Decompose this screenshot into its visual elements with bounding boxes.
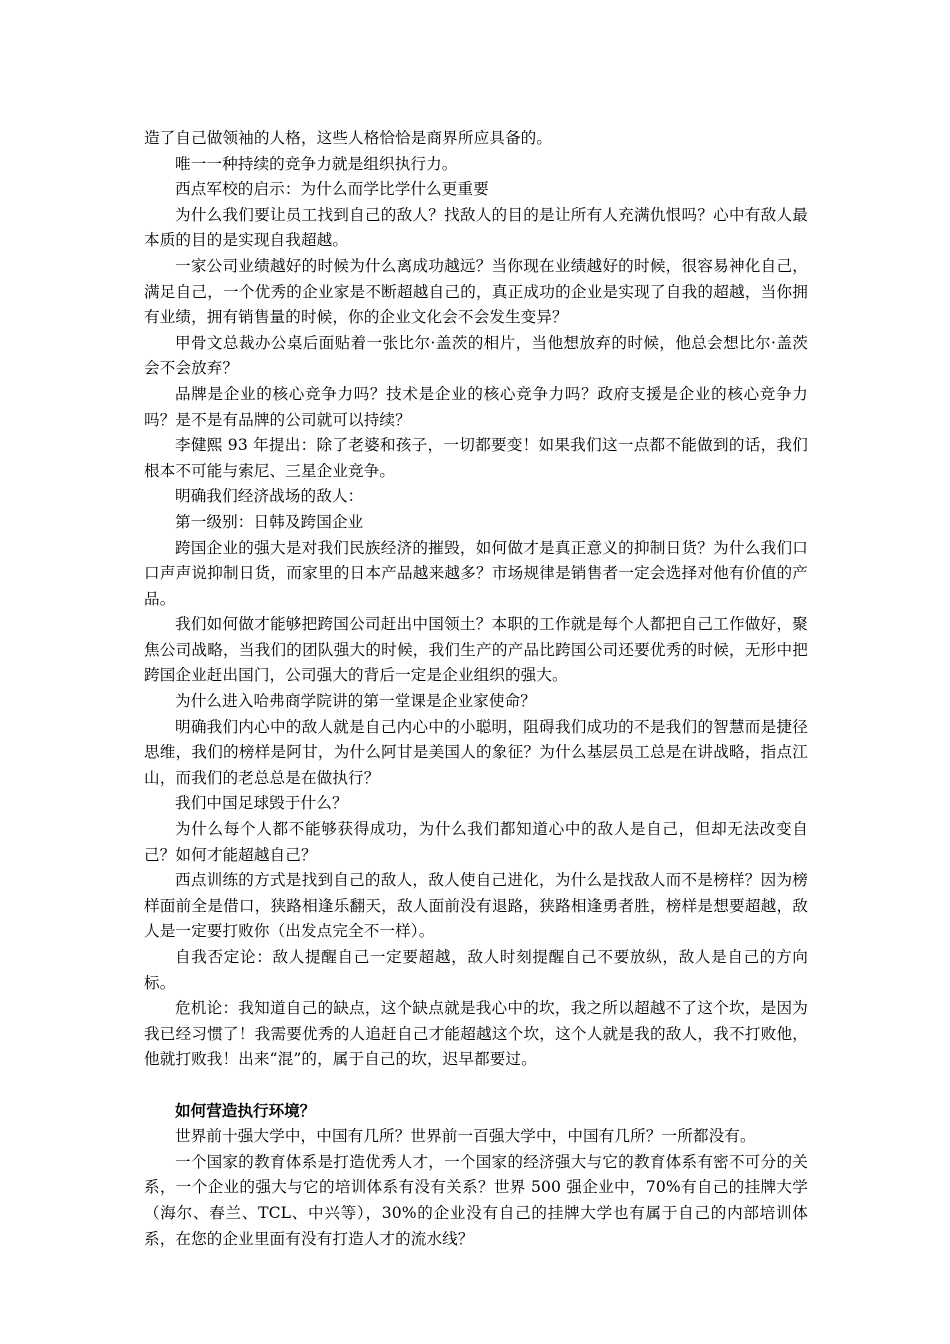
paragraph: 世界前十强大学中，中国有几所？世界前一百强大学中，中国有几所？一所都没有。 (175, 1127, 756, 1146)
paragraph: 危机论：我知道自己的缺点，这个缺点就是我心中的坎，我之所以超越不了这个坎，是因为我已经习惯了！我需要优秀的人追赶自己才能超越这个坎，这个人就是我的敌人，我不打败他，他就打败我！出来“混”的，属于自己的坎，迟早都要过。 (144, 999, 808, 1069)
paragraph: 为什么每个人都不能够获得成功，为什么我们都知道心中的敌人是自己，但却无法改变自己？如何才能超越自己？ (144, 820, 808, 864)
document-page (144, 126, 808, 1252)
paragraph: 为什么进入哈弗商学院讲的第一堂课是企业家使命？ (175, 692, 536, 711)
paragraph: 品牌是企业的核心竞争力吗？技术是企业的核心竞争力吗？政府支援是企业的核心竞争力吗？是不是有品牌的公司就可以持续？ (144, 384, 808, 429)
paragraph: 甲骨文总裁办公桌后面贴着一张比尔·盖茨的相片，当他想放弃的时候，他总会想比尔·盖茨会不会放弃？ (144, 333, 808, 378)
paragraph: 李健熙 93 年提出：除了老婆和孩子，一切都要变！如果我们这一点都不能做到的话，我们根本不可能与索尼、三星企业竞争。 (144, 436, 808, 480)
paragraph: 明确我们经济战场的敌人： (175, 487, 364, 506)
paragraph: 跨国企业的强大是对我们民族经济的摧毁，如何做才是真正意义的抑制日货？为什么我们口口声声说抑制日货，而家里的日本产品越来越多？市场规律是销售者一定会选择对他有价值的产品。 (144, 538, 808, 608)
blank-line (144, 1073, 808, 1099)
paragraph: 我们如何做才能够把跨国公司赶出中国领土？本职的工作就是每个人都把自己工作做好，聚焦公司战略，当我们的团队强大的时候，我们生产的产品比跨国公司还要优秀的时候，无形中把跨国企业赶出国门，公司强大的背后一定是企业组织的强大。 (144, 615, 808, 685)
paragraph: 第一级别：日韩及跨国企业 (175, 512, 364, 531)
paragraph: 自我否定论：敌人提醒自己一定要超越，敌人时刻提醒自己不要放纵，敌人是自己的方向标。 (144, 948, 808, 992)
paragraph: 造了自己做领袖的人格，这些人格恰恰是商界所应具备的。 (144, 129, 553, 147)
paragraph: 为什么我们要让员工找到自己的敌人？找敌人的目的是让所有人充满仇恨吗？心中有敌人最本质的目的是实现自我超越。 (144, 205, 808, 250)
paragraph: 西点训练的方式是找到自己的敌人，敌人使自己进化，为什么是找敌人而不是榜样？因为榜样面前全是借口，狭路相逢乐翻天，敌人面前没有退路，狭路相逢勇者胜，榜样是想要超越，敌人是一定要打败你（出发点完全不一样）。 (144, 871, 808, 941)
paragraph: 我们中国足球毁于什么？ (175, 794, 348, 813)
paragraph: 明确我们内心中的敌人就是自己内心中的小聪明，阻碍我们成功的不是我们的智慧而是捷径思维，我们的榜样是阿甘，为什么阿甘是美国人的象征？为什么基层员工总是在讲战略，指点江山，而我们的老总总是在做执行？ (144, 717, 808, 787)
paragraph: 一个国家的教育体系是打造优秀人才，一个国家的经济强大与它的教育体系有密不可分的关系，一个企业的强大与它的培训体系有没有关系？世界 500 强企业中，70%有自己的挂牌大学（海尔、春兰、TCL、中兴等），30%的企业没有自己的挂牌大学也有属于自己的内部培训体系，在您的企业里面有没有打造人才的流水线？ (144, 1152, 808, 1248)
paragraph: 西点军校的启示：为什么而学比学什么更重要 (175, 180, 489, 199)
paragraph: 一家公司业绩越好的时候为什么离成功越远？当你现在业绩越好的时候，很容易神化自己，满足自己，一个优秀的企业家是不断超越自己的，真正成功的企业是实现了自我的超越，当你拥有业绩，拥有销售量的时候，你的企业文化会不会发生变异？ (144, 256, 808, 327)
paragraph: 唯一一种持续的竞争力就是组织执行力。 (175, 154, 458, 173)
section-heading: 如何营造执行环境？ (175, 1101, 316, 1120)
